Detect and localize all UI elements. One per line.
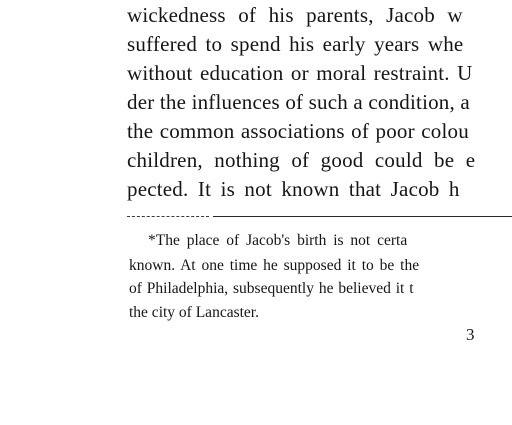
body-text-line: the common associations of poor colou: [127, 119, 469, 143]
page-number: 3: [466, 325, 475, 344]
body-text-line: pected. It is not known that Jacob h: [127, 177, 460, 201]
footnote-separator-rule: [213, 216, 512, 217]
body-text-line: children, nothing of good could be e: [127, 148, 476, 172]
footnote-line: known. At one time he supposed it to be the: [129, 257, 420, 274]
footnote-line: of Philadelphia, subsequently he believed it t: [129, 280, 414, 297]
body-text-line: without education or moral restraint. U: [127, 61, 473, 85]
body-text-line: der the influences of such a condition, a: [127, 90, 470, 114]
footnote-line: *The place of Jacob's birth is not certa: [148, 232, 408, 249]
footnote-separator-dashed: [127, 216, 209, 217]
body-text-line: suffered to spend his early years whe: [127, 32, 464, 56]
body-text-line: wickedness of his parents, Jacob w: [127, 3, 463, 27]
footnote-line: the city of Lancaster.: [129, 304, 259, 321]
